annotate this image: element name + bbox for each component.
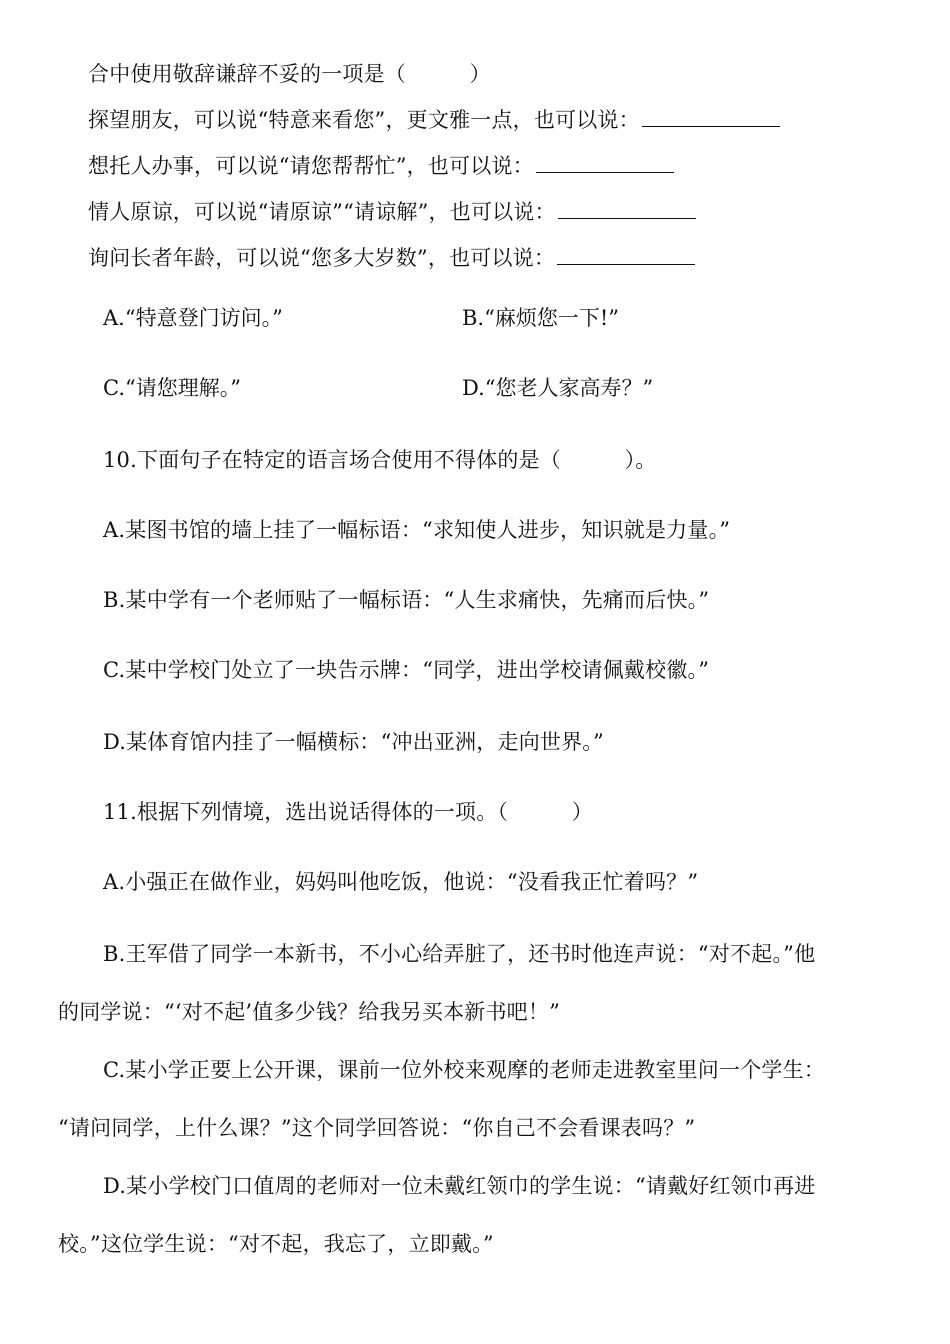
question-9-tail: 合中使用敬辞谦辞不妥的一项是（ ） — [88, 62, 491, 86]
answer-blank-3[interactable] — [558, 198, 696, 219]
fill-item-2-text: 想托人办事，可以说“请您帮帮忙”，也可以说： — [88, 154, 534, 178]
question-11-option-c-line1: C.某小学正要上公开课，课前一位外校来观摩的老师走进教室里问一个学生： — [103, 1058, 825, 1082]
answer-blank-1[interactable] — [642, 106, 780, 127]
question-11-option-c-line2: “请问同学，上什么课？”这个同学回答说：“你自己不会看课表吗？” — [58, 1116, 696, 1140]
fill-item-4 — [88, 244, 695, 272]
question-10-option-c: C.某中学校门处立了一块告示牌：“同学，进出学校请佩戴校徽。” — [103, 658, 710, 682]
intro-option-b: B.“麻烦您一下!” — [462, 306, 620, 330]
question-10-option-d: D.某体育馆内挂了一幅横标：“冲出亚洲，走向世界。” — [103, 730, 604, 754]
question-11-option-d-line2: 校。”这位学生说：“对不起，我忘了，立即戴。” — [58, 1232, 494, 1256]
question-10-stem: 10.下面句子在特定的语言场合使用不得体的是（ ）。 — [103, 448, 657, 472]
question-11-option-b-line2: 的同学说：“‘对不起’值多少钱？给我另买本新书吧！” — [58, 1000, 561, 1024]
answer-blank-4[interactable] — [557, 244, 695, 265]
question-11-option-b-line1: B.王军借了同学一本新书，不小心给弄脏了，还书时他连声说：“对不起。”他 — [103, 942, 816, 966]
fill-item-1-text: 探望朋友，可以说“特意来看您”，更文雅一点，也可以说： — [88, 108, 640, 132]
fill-item-2 — [88, 152, 674, 180]
fill-item-1 — [88, 106, 780, 134]
intro-option-d: D.“您老人家高寿？” — [462, 376, 654, 400]
question-10-option-b: B.某中学有一个老师贴了一幅标语：“人生求痛快，先痛而后快。” — [103, 588, 710, 612]
question-11-stem: 11.根据下列情境，选出说话得体的一项。（ ） — [103, 800, 593, 824]
answer-blank-2[interactable] — [536, 152, 674, 173]
fill-item-3-text: 情人原谅，可以说“请原谅”“请谅解”，也可以说： — [88, 200, 556, 224]
fill-item-4-text: 询问长者年龄，可以说“您多大岁数”，也可以说： — [88, 246, 556, 270]
intro-option-a: A.“特意登门访问。” — [103, 306, 283, 330]
question-11-option-a: A.小强正在做作业，妈妈叫他吃饭，他说：“没看我正忙着吗？” — [103, 870, 699, 894]
fill-item-3 — [88, 198, 696, 226]
intro-option-c: C.“请您理解。” — [103, 376, 241, 400]
question-10-option-a: A.某图书馆的墙上挂了一幅标语：“求知使人进步，知识就是力量。” — [103, 518, 731, 542]
question-11-option-d-line1: D.某小学校门口值周的老师对一位未戴红领巾的学生说：“请戴好红领巾再进 — [103, 1174, 816, 1198]
